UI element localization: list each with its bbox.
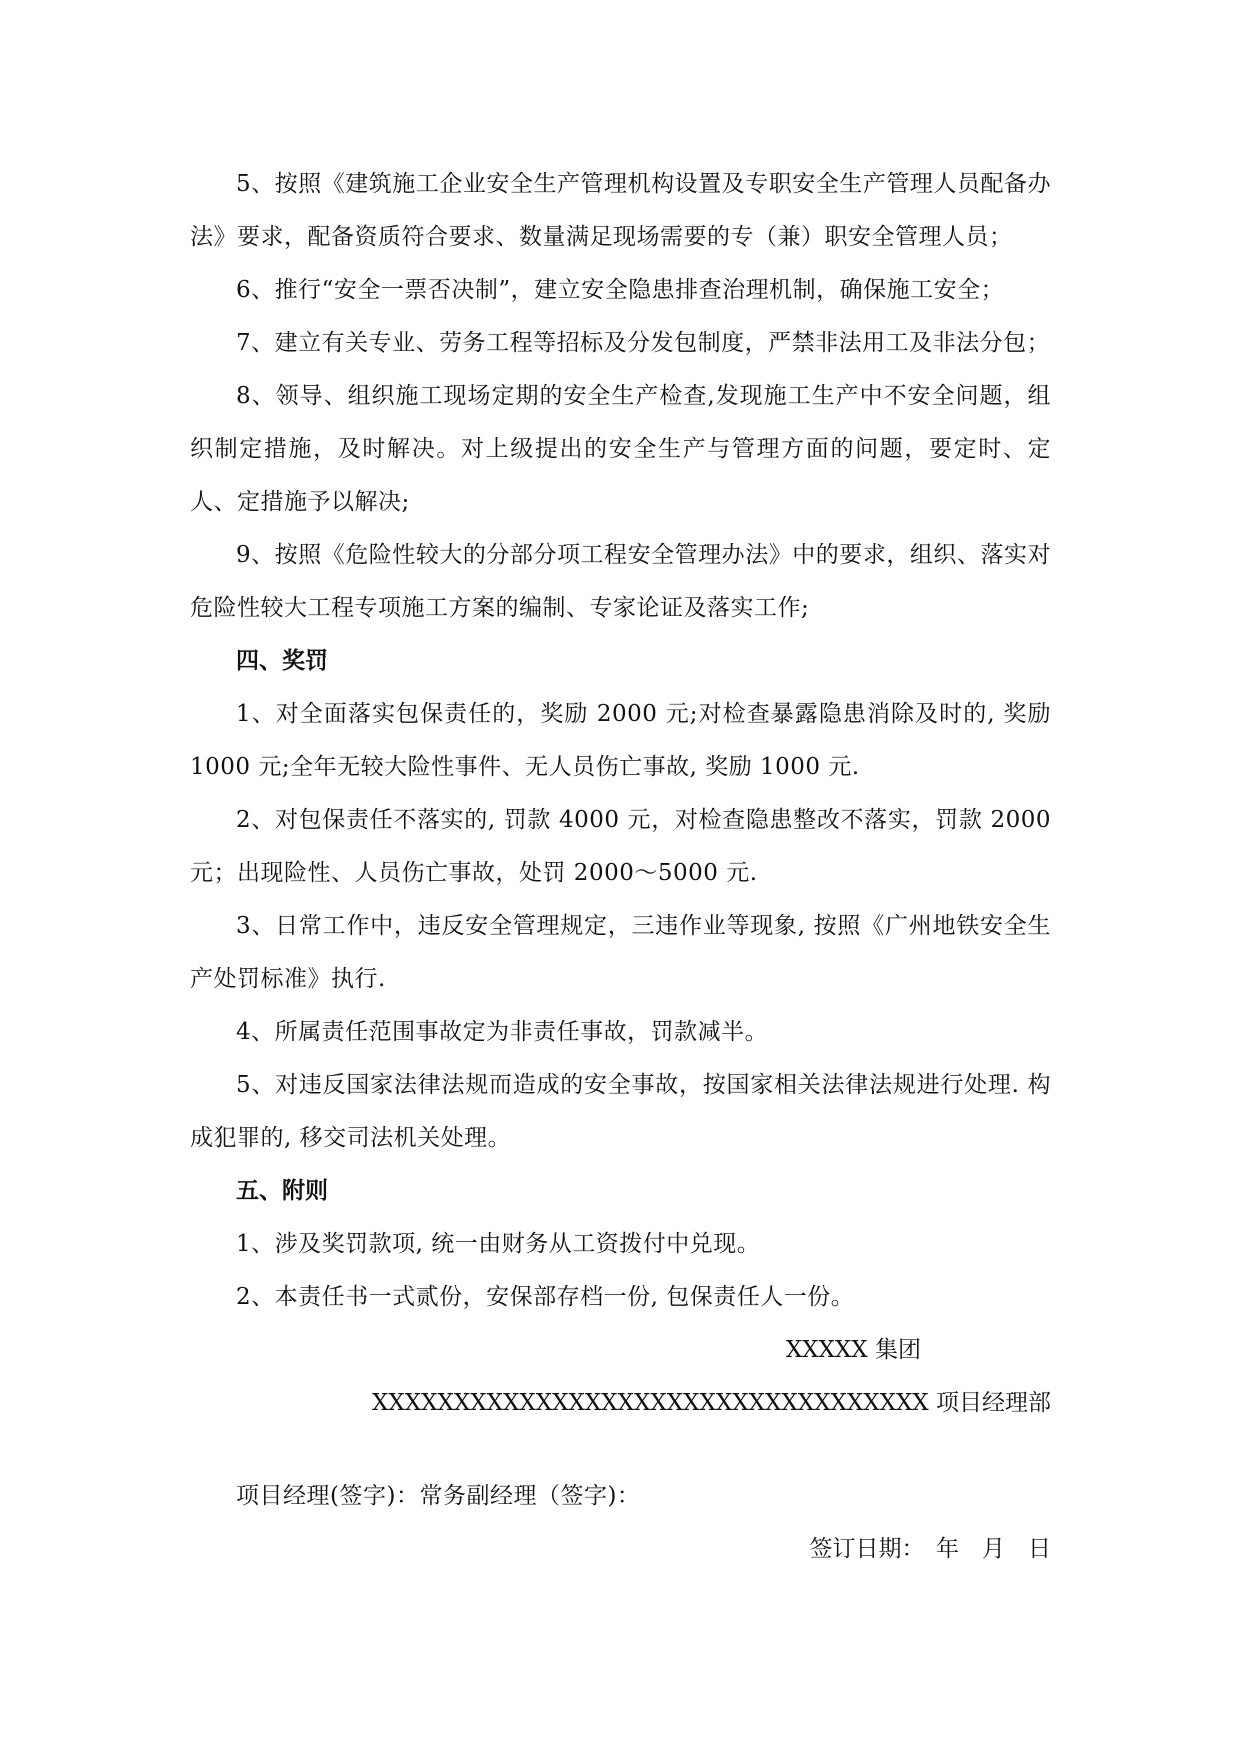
clause-3-5: 5、按照《建筑施工企业安全生产管理机构设置及专职安全生产管理人员配备办法》要求，配备资质符合要求、数量满足现场需要的专（兼）职安全管理人员； <box>190 171 1051 250</box>
clause-3-6: 6、推行“安全一票否决制”，建立安全隐患排查治理机制，确保施工安全； <box>236 277 1005 303</box>
clause-4-2: 2、对包保责任不落实的, 罚款 4000 元，对检查隐患整改不落实，罚款 2000 元；出现险性、人员伤亡事故，处罚 2000～5000 元. <box>190 807 1051 886</box>
clause-3-9: 9、按照《危险性较大的分部分项工程安全管理办法》中的要求，组织、落实对危险性较大工程专项施工方案的编制、专家论证及落实工作; <box>190 542 1051 621</box>
section-heading-rewards: 四、奖罚 <box>236 648 328 674</box>
signature-date: 签订日期： 年 月 日 <box>809 1536 1051 1562</box>
clause-5-1: 1、涉及奖罚款项, 统一由财务从工资拨付中兑现。 <box>236 1231 761 1257</box>
clause-3-7: 7、建立有关专业、劳务工程等招标及分发包制度，严禁非法用工及非法分包； <box>236 330 1051 356</box>
clause-4-5: 5、对违反国家法律法规而造成的安全事故，按国家相关法律法规进行处理. 构成犯罪的, 移交司法机关处理。 <box>190 1072 1051 1151</box>
section-heading-appendix: 五、附则 <box>236 1178 328 1204</box>
clause-4-3: 3、日常工作中，违反安全管理规定，三违作业等现象, 按照《广州地铁安全生产处罚标准》执行. <box>190 913 1051 992</box>
signature-spacer <box>190 1430 1051 1470</box>
clause-3-8: 8、领导、组织施工现场定期的安全生产检查,发现施工生产中不安全问题，组织制定措施，及时解决。对上级提出的安全生产与管理方面的问题，要定时、定人、定措施予以解决; <box>190 383 1051 515</box>
signature-company: XXXXX 集团 <box>785 1337 921 1363</box>
signature-department: XXXXXXXXXXXXXXXXXXXXXXXXXXXXXXXXXX 项目经理部 <box>371 1390 1051 1416</box>
clause-4-4: 4、所属责任范围事故定为非责任事故，罚款减半。 <box>236 1019 769 1045</box>
signature-signers: 项目经理(签字)：常务副经理（签字)： <box>236 1483 641 1509</box>
clause-4-1: 1、对全面落实包保责任的，奖励 2000 元;对检查暴露隐患消除及时的, 奖励 1000 元;全年无较大险性事件、无人员伤亡事故, 奖励 1000 元. <box>190 701 1051 780</box>
clause-5-2: 2、本责任书一式贰份，安保部存档一份, 包保责任人一份。 <box>236 1284 855 1310</box>
